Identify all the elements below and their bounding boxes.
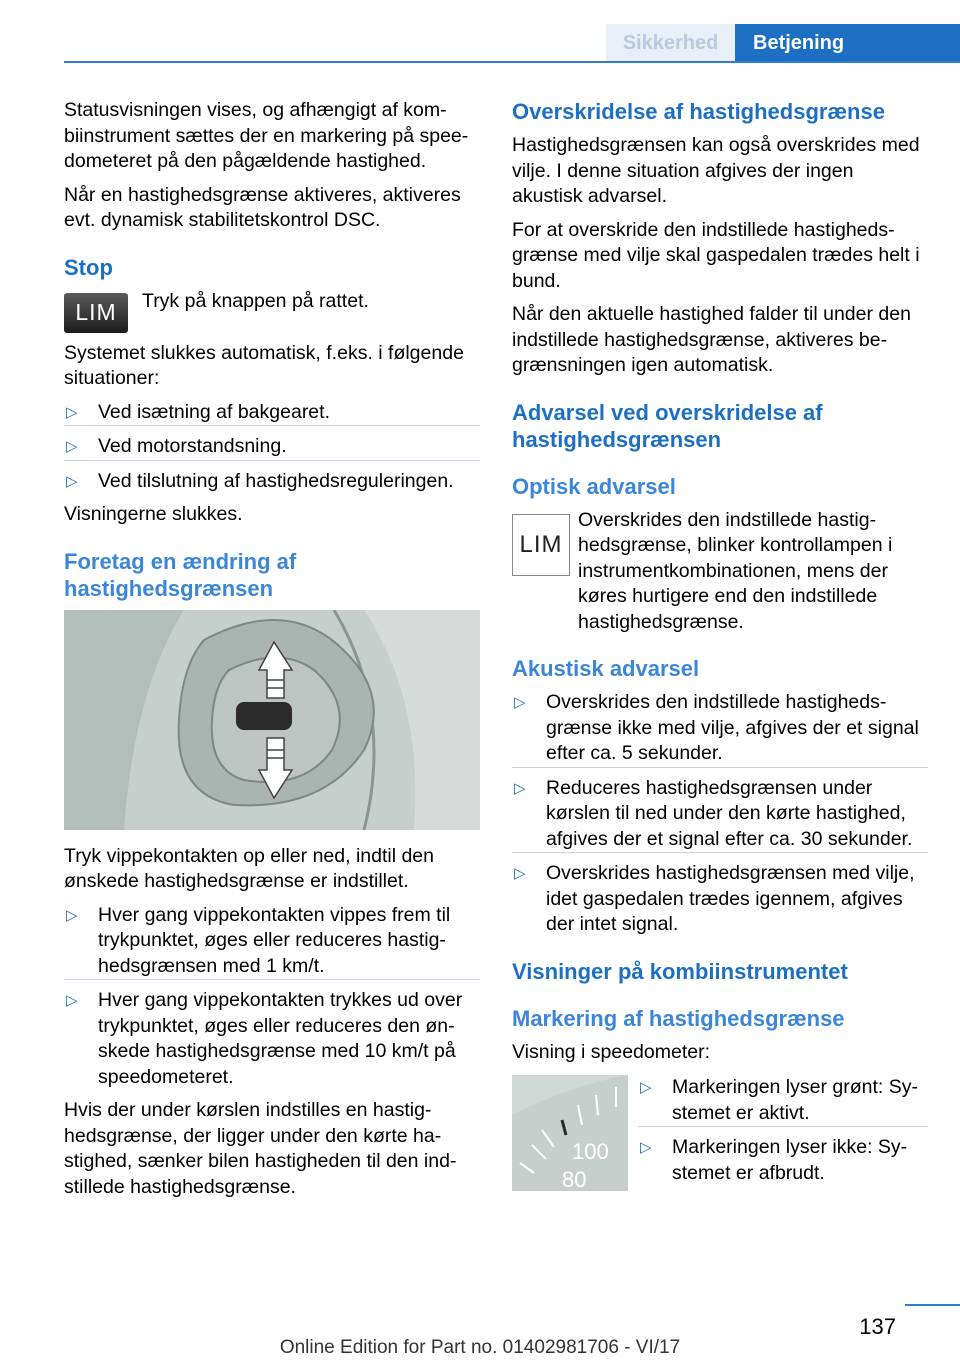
tab-sikkerhed[interactable] xyxy=(606,24,735,62)
triangle-right-icon: ▷ xyxy=(514,865,526,882)
adjust-steps-list xyxy=(64,903,480,1091)
steering-wheel-illustration xyxy=(64,610,480,830)
list-item-text: Ved tilslutning af hastighedsreguleringen. xyxy=(98,469,454,492)
lim-indicator-icon xyxy=(512,514,570,576)
heading-exceed-limit: Overskridelse af hastighedsgrænse xyxy=(512,99,885,124)
heading-limit-marking: Markering af hastighedsgrænse xyxy=(512,1005,845,1031)
paragraph: Tryk vippekontakten op eller ned, indtil den ønskede hastighedsgrænse er indstillet. xyxy=(64,844,434,892)
speedo-label-100: 100 xyxy=(572,1139,609,1164)
list-item xyxy=(64,469,480,495)
acoustic-warning-list xyxy=(512,690,928,938)
triangle-right-icon: ▷ xyxy=(514,694,526,711)
list-item xyxy=(64,988,480,1090)
list-item xyxy=(64,903,480,981)
paragraph: For at overskride den indstillede hastighedsgrænse med vilje skal gaspedalen trædes helt i bund. xyxy=(512,218,920,292)
list-item xyxy=(638,1135,928,1186)
list-item xyxy=(512,861,928,938)
heading-change-limit: Foretag en ændring af hastighedsgrænsen xyxy=(64,548,297,601)
right-column xyxy=(512,98,928,1195)
list-item xyxy=(64,434,480,461)
list-item xyxy=(512,776,928,854)
header-tabs xyxy=(0,24,960,62)
header-rule xyxy=(64,61,960,63)
speedometer-image xyxy=(512,1075,628,1191)
tab-betjening-label: Betjening xyxy=(753,31,845,54)
speedometer-block xyxy=(512,1075,928,1195)
paragraph: Visning i speedometer: xyxy=(512,1040,711,1063)
list-item-text: Reduceres hastighedsgrænsen under kørslen til ned under den kørte hastighed, afgives der et signal efter ca. 30 sekunder. xyxy=(546,776,913,850)
marking-status-list xyxy=(638,1075,928,1194)
stop-situations-list xyxy=(64,400,480,495)
list-item-text: Markeringen lyser ikke: Systemet er afbrudt. xyxy=(672,1136,908,1184)
triangle-right-icon: ▷ xyxy=(66,472,78,490)
list-item xyxy=(638,1075,928,1127)
stop-text: Tryk på knappen på rattet. xyxy=(142,289,369,312)
lim-button-label: LIM xyxy=(75,299,117,325)
list-item-text: Hver gang vippekontakten vippes frem til trykpunktet, øges eller reduceres hastighedsgrænsen med 1 km/t. xyxy=(98,903,451,977)
lim-button-icon xyxy=(64,293,128,333)
triangle-right-icon: ▷ xyxy=(640,1079,652,1096)
optical-warning-text: Overskrides den indstillede hastighedsgrænse, blinker kontrollampen i instrumentkombinationen, mens der køres hurtigere end den indstillede hastighedsgrænse. xyxy=(578,508,893,633)
speedo-label-80: 80 xyxy=(562,1167,587,1191)
list-item-text: Hver gang vippekontakten trykkes ud over trykpunktet, øges eller reduceres den ønskede hastighedsgrænse med 10 km/t på speedometeret. xyxy=(98,989,463,1088)
speedometer-illustration xyxy=(512,1075,628,1191)
left-column xyxy=(64,98,480,1208)
triangle-right-icon: ▷ xyxy=(640,1139,652,1156)
paragraph: Hvis der under kørslen indstilles en hastighedsgrænse, der ligger under den kørte hastighed, sænker bilen hastigheden til den indstillede hastighedsgrænse. xyxy=(64,1099,457,1198)
list-item-text: Ved motorstandsning. xyxy=(98,435,287,457)
paragraph: Når den aktuelle hastighed falder til under den indstillede hastighedsgrænse, aktiveres begrænsningen igen automatisk. xyxy=(512,303,911,376)
triangle-right-icon: ▷ xyxy=(514,779,526,797)
paragraph: Hastighedsgrænsen kan også overskrides med vilje. I denne situation afgives der ingen akustisk advarsel. xyxy=(512,134,920,207)
heading-acoustic-warning: Akustisk advarsel xyxy=(512,656,700,681)
list-item-text: Markeringen lyser grønt: Systemet er aktivt. xyxy=(672,1076,918,1124)
tab-betjening[interactable] xyxy=(735,24,960,62)
paragraph: Når en hastighedsgrænse aktiveres, aktiveres evt. dynamisk stabilitetskontrol DSC. xyxy=(64,183,461,231)
steering-wheel-rocker-image xyxy=(64,610,480,830)
triangle-right-icon: ▷ xyxy=(66,403,78,421)
list-item-text: Overskrides hastighedsgrænsen med vilje, idet gaspedalen trædes igennem, afgives der intet signal. xyxy=(546,862,915,935)
stop-instruction xyxy=(64,289,480,333)
heading-displays: Visninger på kombiinstrumentet xyxy=(512,958,848,984)
list-item-text: Overskrides den indstillede hastighedsgrænse ikke med vilje, afgives der et signal efter ca. 5 sekunder. xyxy=(546,691,919,764)
heading-warning: Advarsel ved overskridelse af hastighedsgrænsen xyxy=(512,399,823,452)
list-item xyxy=(512,690,928,768)
paragraph: Visningerne slukkes. xyxy=(64,503,243,525)
list-item xyxy=(64,400,480,427)
heading-optical-warning: Optisk advarsel xyxy=(512,473,676,499)
page-number: 137 xyxy=(859,1314,896,1339)
paragraph: Systemet slukkes automatisk, f.eks. i følgende situationer: xyxy=(64,341,464,389)
edition-footer: Online Edition for Part no. 01402981706 - VI/17 xyxy=(279,1337,681,1358)
paragraph: Statusvisningen vises, og afhængigt af kombiinstrument sættes der en markering på speedometeret på den pågældende hastighed. xyxy=(64,99,469,172)
triangle-right-icon: ▷ xyxy=(66,906,78,924)
footer-rule xyxy=(905,1304,960,1306)
list-item-text: Ved isætning af bakgearet. xyxy=(98,400,330,423)
triangle-right-icon: ▷ xyxy=(66,438,78,455)
triangle-right-icon: ▷ xyxy=(66,992,78,1009)
optical-warning-block xyxy=(512,508,928,636)
tab-sikkerhed-label: Sikkerhed xyxy=(622,31,719,54)
heading-stop: Stop xyxy=(64,254,113,280)
lim-indicator-label: LIM xyxy=(519,530,563,558)
